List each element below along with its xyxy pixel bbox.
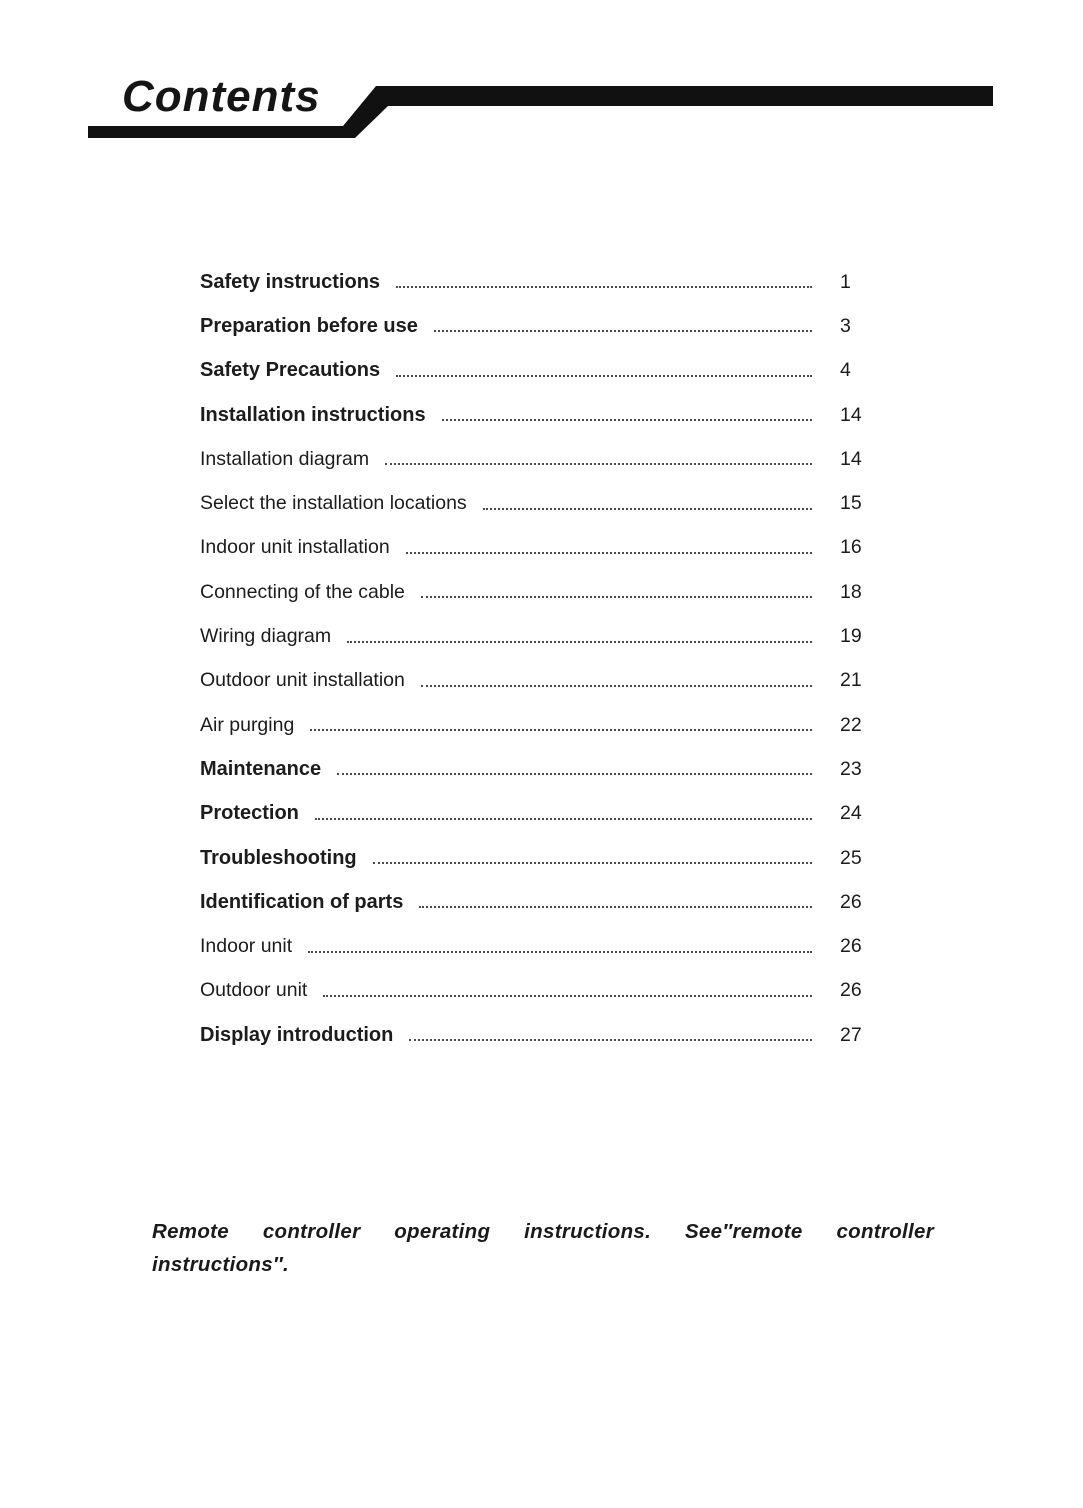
toc-dotted-leader bbox=[337, 773, 812, 775]
toc-page-number: 19 bbox=[840, 625, 862, 648]
toc-item-label: Safety instructions bbox=[200, 270, 381, 293]
toc-dotted-leader bbox=[409, 1039, 812, 1041]
toc-dotted-leader bbox=[373, 862, 812, 864]
page-title: Contents bbox=[122, 72, 321, 121]
toc-row bbox=[200, 614, 884, 658]
toc-item-label: Preparation before use bbox=[200, 314, 418, 337]
toc-page-number: 25 bbox=[840, 846, 862, 869]
toc-item-label: Installation instructions bbox=[200, 403, 426, 426]
toc-page-number: 26 bbox=[840, 979, 862, 1002]
toc-page-number: 14 bbox=[840, 447, 862, 470]
toc-item-label: Wiring diagram bbox=[200, 625, 332, 648]
toc-item-label: Indoor unit bbox=[200, 935, 293, 958]
toc-row bbox=[200, 659, 884, 703]
toc-dotted-leader bbox=[308, 951, 812, 953]
toc-dotted-leader bbox=[385, 463, 812, 465]
toc-dotted-leader bbox=[315, 818, 812, 820]
toc-page-number: 18 bbox=[840, 580, 862, 603]
toc-row bbox=[200, 349, 884, 393]
toc-item-label: Display introduction bbox=[200, 1023, 394, 1046]
toc-row bbox=[200, 703, 884, 747]
toc-page-number: 26 bbox=[840, 890, 862, 913]
toc-page-number: 27 bbox=[840, 1023, 862, 1046]
remote-controller-note: Remote controller operating instructions. See″remote controller instructions″. bbox=[152, 1220, 934, 1276]
toc-page-number: 3 bbox=[840, 314, 851, 337]
toc-page-number: 15 bbox=[840, 492, 862, 515]
toc-item-label: Outdoor unit bbox=[200, 979, 308, 1002]
toc-dotted-leader bbox=[421, 596, 812, 598]
toc-dotted-leader bbox=[442, 419, 812, 421]
toc-dotted-leader bbox=[483, 508, 812, 510]
toc-page-number: 23 bbox=[840, 757, 862, 780]
toc-row bbox=[200, 393, 884, 437]
toc-row bbox=[200, 526, 884, 570]
toc-item-label: Connecting of the cable bbox=[200, 580, 405, 603]
toc-item-label: Indoor unit installation bbox=[200, 536, 390, 559]
toc-item-label: Select the installation locations bbox=[200, 492, 467, 515]
toc-page-number: 16 bbox=[840, 536, 862, 559]
toc-item-label: Identification of parts bbox=[200, 890, 404, 913]
toc-dotted-leader bbox=[396, 286, 812, 288]
toc-dotted-leader bbox=[419, 906, 812, 908]
toc-item-label: Air purging bbox=[200, 713, 295, 736]
toc-item-label: Installation diagram bbox=[200, 447, 370, 470]
toc-dotted-leader bbox=[347, 641, 812, 643]
toc-row bbox=[200, 481, 884, 525]
toc-page-number: 26 bbox=[840, 935, 862, 958]
toc-dotted-leader bbox=[323, 995, 812, 997]
toc-item-label: Troubleshooting bbox=[200, 846, 357, 869]
toc-item-label: Safety Precautions bbox=[200, 359, 381, 382]
toc-row bbox=[200, 260, 884, 304]
toc-dotted-leader bbox=[406, 552, 812, 554]
toc-page-number: 14 bbox=[840, 403, 862, 426]
toc-row bbox=[200, 924, 884, 968]
page-header bbox=[0, 70, 1083, 160]
toc-dotted-leader bbox=[396, 375, 812, 377]
toc-row bbox=[200, 570, 884, 614]
toc-page-number: 24 bbox=[840, 802, 862, 825]
toc-row bbox=[200, 747, 884, 791]
table-of-contents bbox=[200, 260, 884, 1057]
toc-page-number: 4 bbox=[840, 359, 851, 382]
toc-dotted-leader bbox=[421, 685, 812, 687]
toc-dotted-leader bbox=[310, 729, 812, 731]
toc-item-label: Outdoor unit installation bbox=[200, 669, 405, 692]
toc-row bbox=[200, 836, 884, 880]
toc-page-number: 1 bbox=[840, 270, 851, 293]
toc-row bbox=[200, 304, 884, 348]
toc-row bbox=[200, 969, 884, 1013]
toc-row bbox=[200, 792, 884, 836]
toc-dotted-leader bbox=[434, 330, 812, 332]
toc-item-label: Protection bbox=[200, 802, 299, 825]
toc-page-number: 21 bbox=[840, 669, 862, 692]
toc-item-label: Maintenance bbox=[200, 757, 322, 780]
toc-row bbox=[200, 1013, 884, 1057]
toc-page-number: 22 bbox=[840, 713, 862, 736]
toc-row bbox=[200, 437, 884, 481]
toc-row bbox=[200, 880, 884, 924]
